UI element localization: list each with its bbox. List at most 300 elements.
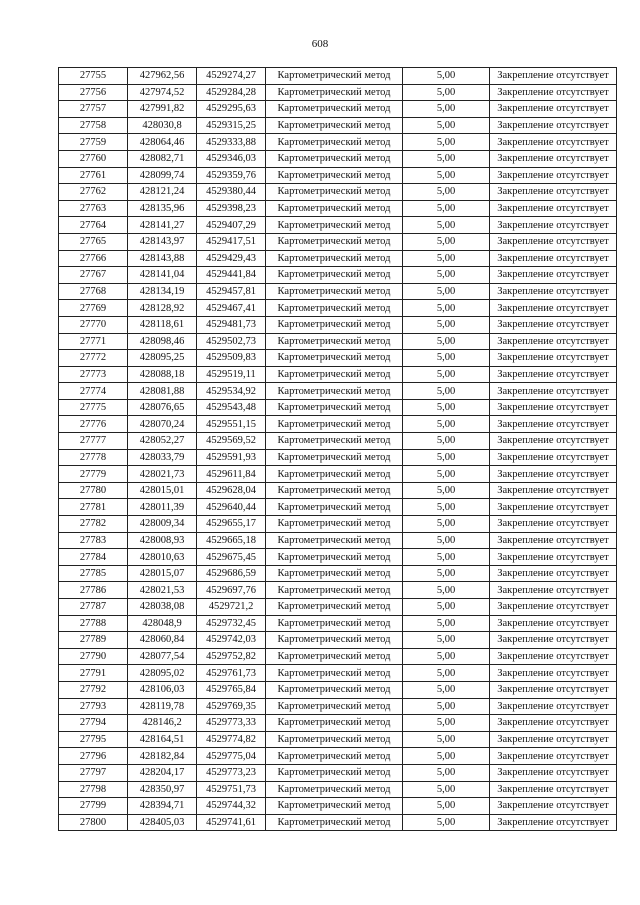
y-coordinate-cell: 4529481,73	[197, 316, 266, 333]
y-coordinate-cell: 4529628,04	[197, 482, 266, 499]
table-row	[59, 599, 617, 616]
point-number-cell: 27786	[59, 582, 128, 599]
y-coordinate-cell: 4529284,28	[197, 84, 266, 101]
fixing-cell: Закрепление отсутствует	[490, 681, 617, 698]
y-coordinate-cell: 4529611,84	[197, 466, 266, 483]
y-coordinate-cell: 4529441,84	[197, 267, 266, 284]
table-row	[59, 200, 617, 217]
method-cell: Картометрический метод	[266, 798, 403, 815]
method-cell: Картометрический метод	[266, 781, 403, 798]
y-coordinate-cell: 4529751,73	[197, 781, 266, 798]
method-cell: Картометрический метод	[266, 516, 403, 533]
table-row	[59, 167, 617, 184]
fixing-cell: Закрепление отсутствует	[490, 150, 617, 167]
table-row	[59, 648, 617, 665]
fixing-cell: Закрепление отсутствует	[490, 798, 617, 815]
fixing-cell: Закрепление отсутствует	[490, 599, 617, 616]
y-coordinate-cell: 4529457,81	[197, 283, 266, 300]
point-number-cell: 27792	[59, 681, 128, 698]
table-row	[59, 549, 617, 566]
x-coordinate-cell: 428118,61	[128, 316, 197, 333]
y-coordinate-cell: 4529429,43	[197, 250, 266, 267]
fixing-cell: Закрепление отсутствует	[490, 84, 617, 101]
point-number-cell: 27755	[59, 68, 128, 85]
fixing-cell: Закрепление отсутствует	[490, 68, 617, 85]
table-row	[59, 333, 617, 350]
accuracy-cell: 5,00	[403, 217, 490, 234]
method-cell: Картометрический метод	[266, 615, 403, 632]
method-cell: Картометрический метод	[266, 565, 403, 582]
accuracy-cell: 5,00	[403, 233, 490, 250]
fixing-cell: Закрепление отсутствует	[490, 250, 617, 267]
x-coordinate-cell: 428106,03	[128, 681, 197, 698]
method-cell: Картометрический метод	[266, 482, 403, 499]
x-coordinate-cell: 428141,04	[128, 267, 197, 284]
method-cell: Картометрический метод	[266, 416, 403, 433]
table-row	[59, 532, 617, 549]
accuracy-cell: 5,00	[403, 383, 490, 400]
table-row	[59, 632, 617, 649]
method-cell: Картометрический метод	[266, 632, 403, 649]
x-coordinate-cell: 428405,03	[128, 814, 197, 831]
y-coordinate-cell: 4529543,48	[197, 399, 266, 416]
accuracy-cell: 5,00	[403, 184, 490, 201]
fixing-cell: Закрепление отсутствует	[490, 665, 617, 682]
table-row	[59, 233, 617, 250]
table-row	[59, 814, 617, 831]
y-coordinate-cell: 4529346,03	[197, 150, 266, 167]
fixing-cell: Закрепление отсутствует	[490, 383, 617, 400]
table-row	[59, 416, 617, 433]
table-row	[59, 184, 617, 201]
table-row	[59, 466, 617, 483]
fixing-cell: Закрепление отсутствует	[490, 366, 617, 383]
fixing-cell: Закрепление отсутствует	[490, 134, 617, 151]
table-row	[59, 698, 617, 715]
table-row	[59, 283, 617, 300]
point-number-cell: 27761	[59, 167, 128, 184]
y-coordinate-cell: 4529761,73	[197, 665, 266, 682]
x-coordinate-cell: 427974,52	[128, 84, 197, 101]
x-coordinate-cell: 428021,73	[128, 466, 197, 483]
table-row	[59, 764, 617, 781]
method-cell: Картометрический метод	[266, 316, 403, 333]
x-coordinate-cell: 428033,79	[128, 449, 197, 466]
accuracy-cell: 5,00	[403, 200, 490, 217]
accuracy-cell: 5,00	[403, 532, 490, 549]
table-row	[59, 300, 617, 317]
fixing-cell: Закрепление отсутствует	[490, 333, 617, 350]
y-coordinate-cell: 4529741,61	[197, 814, 266, 831]
y-coordinate-cell: 4529752,82	[197, 648, 266, 665]
fixing-cell: Закрепление отсутствует	[490, 532, 617, 549]
y-coordinate-cell: 4529551,15	[197, 416, 266, 433]
coordinates-table	[58, 67, 617, 831]
accuracy-cell: 5,00	[403, 632, 490, 649]
fixing-cell: Закрепление отсутствует	[490, 184, 617, 201]
y-coordinate-cell: 4529675,45	[197, 549, 266, 566]
x-coordinate-cell: 428394,71	[128, 798, 197, 815]
accuracy-cell: 5,00	[403, 599, 490, 616]
y-coordinate-cell: 4529509,83	[197, 350, 266, 367]
x-coordinate-cell: 428099,74	[128, 167, 197, 184]
x-coordinate-cell: 428135,96	[128, 200, 197, 217]
fixing-cell: Закрепление отсутствует	[490, 781, 617, 798]
x-coordinate-cell: 428030,8	[128, 117, 197, 134]
accuracy-cell: 5,00	[403, 333, 490, 350]
x-coordinate-cell: 427962,56	[128, 68, 197, 85]
fixing-cell: Закрепление отсутствует	[490, 350, 617, 367]
y-coordinate-cell: 4529665,18	[197, 532, 266, 549]
y-coordinate-cell: 4529686,59	[197, 565, 266, 582]
accuracy-cell: 5,00	[403, 267, 490, 284]
accuracy-cell: 5,00	[403, 781, 490, 798]
method-cell: Картометрический метод	[266, 466, 403, 483]
y-coordinate-cell: 4529417,51	[197, 233, 266, 250]
accuracy-cell: 5,00	[403, 665, 490, 682]
accuracy-cell: 5,00	[403, 499, 490, 516]
point-number-cell: 27767	[59, 267, 128, 284]
y-coordinate-cell: 4529769,35	[197, 698, 266, 715]
point-number-cell: 27796	[59, 748, 128, 765]
fixing-cell: Закрепление отсутствует	[490, 200, 617, 217]
method-cell: Картометрический метод	[266, 814, 403, 831]
x-coordinate-cell: 428081,88	[128, 383, 197, 400]
table-row	[59, 399, 617, 416]
method-cell: Картометрический метод	[266, 449, 403, 466]
x-coordinate-cell: 428095,25	[128, 350, 197, 367]
method-cell: Картометрический метод	[266, 250, 403, 267]
y-coordinate-cell: 4529295,63	[197, 101, 266, 118]
method-cell: Картометрический метод	[266, 84, 403, 101]
y-coordinate-cell: 4529697,76	[197, 582, 266, 599]
table-row	[59, 449, 617, 466]
x-coordinate-cell: 428052,27	[128, 433, 197, 450]
x-coordinate-cell: 428009,34	[128, 516, 197, 533]
y-coordinate-cell: 4529359,76	[197, 167, 266, 184]
point-number-cell: 27798	[59, 781, 128, 798]
fixing-cell: Закрепление отсутствует	[490, 715, 617, 732]
accuracy-cell: 5,00	[403, 101, 490, 118]
accuracy-cell: 5,00	[403, 117, 490, 134]
accuracy-cell: 5,00	[403, 698, 490, 715]
method-cell: Картометрический метод	[266, 134, 403, 151]
y-coordinate-cell: 4529315,25	[197, 117, 266, 134]
method-cell: Картометрический метод	[266, 599, 403, 616]
x-coordinate-cell: 428164,51	[128, 731, 197, 748]
fixing-cell: Закрепление отсутствует	[490, 433, 617, 450]
point-number-cell: 27778	[59, 449, 128, 466]
fixing-cell: Закрепление отсутствует	[490, 698, 617, 715]
x-coordinate-cell: 428088,18	[128, 366, 197, 383]
x-coordinate-cell: 428015,01	[128, 482, 197, 499]
table-row	[59, 731, 617, 748]
x-coordinate-cell: 428134,19	[128, 283, 197, 300]
table-row	[59, 383, 617, 400]
x-coordinate-cell: 428146,2	[128, 715, 197, 732]
method-cell: Картометрический метод	[266, 582, 403, 599]
accuracy-cell: 5,00	[403, 748, 490, 765]
method-cell: Картометрический метод	[266, 117, 403, 134]
method-cell: Картометрический метод	[266, 233, 403, 250]
x-coordinate-cell: 428038,08	[128, 599, 197, 616]
y-coordinate-cell: 4529721,2	[197, 599, 266, 616]
x-coordinate-cell: 428143,97	[128, 233, 197, 250]
fixing-cell: Закрепление отсутствует	[490, 615, 617, 632]
method-cell: Картометрический метод	[266, 715, 403, 732]
fixing-cell: Закрепление отсутствует	[490, 731, 617, 748]
accuracy-cell: 5,00	[403, 134, 490, 151]
accuracy-cell: 5,00	[403, 250, 490, 267]
point-number-cell: 27776	[59, 416, 128, 433]
table-row	[59, 316, 617, 333]
point-number-cell: 27762	[59, 184, 128, 201]
method-cell: Картометрический метод	[266, 167, 403, 184]
table-row	[59, 781, 617, 798]
accuracy-cell: 5,00	[403, 814, 490, 831]
y-coordinate-cell: 4529732,45	[197, 615, 266, 632]
accuracy-cell: 5,00	[403, 283, 490, 300]
x-coordinate-cell: 428010,63	[128, 549, 197, 566]
x-coordinate-cell: 428015,07	[128, 565, 197, 582]
y-coordinate-cell: 4529775,04	[197, 748, 266, 765]
fixing-cell: Закрепление отсутствует	[490, 549, 617, 566]
method-cell: Картометрический метод	[266, 200, 403, 217]
fixing-cell: Закрепление отсутствует	[490, 764, 617, 781]
x-coordinate-cell: 428077,54	[128, 648, 197, 665]
y-coordinate-cell: 4529569,52	[197, 433, 266, 450]
point-number-cell: 27785	[59, 565, 128, 582]
page-number: 608	[311, 38, 329, 50]
y-coordinate-cell: 4529765,84	[197, 681, 266, 698]
table-row	[59, 798, 617, 815]
accuracy-cell: 5,00	[403, 798, 490, 815]
x-coordinate-cell: 428143,88	[128, 250, 197, 267]
table-row	[59, 117, 617, 134]
fixing-cell: Закрепление отсутствует	[490, 449, 617, 466]
x-coordinate-cell: 428182,84	[128, 748, 197, 765]
table-row	[59, 681, 617, 698]
accuracy-cell: 5,00	[403, 466, 490, 483]
accuracy-cell: 5,00	[403, 731, 490, 748]
point-number-cell: 27756	[59, 84, 128, 101]
point-number-cell: 27782	[59, 516, 128, 533]
accuracy-cell: 5,00	[403, 565, 490, 582]
table-row	[59, 516, 617, 533]
method-cell: Картометрический метод	[266, 764, 403, 781]
point-number-cell: 27800	[59, 814, 128, 831]
accuracy-cell: 5,00	[403, 68, 490, 85]
point-number-cell: 27763	[59, 200, 128, 217]
fixing-cell: Закрепление отсутствует	[490, 516, 617, 533]
y-coordinate-cell: 4529773,23	[197, 764, 266, 781]
y-coordinate-cell: 4529534,92	[197, 383, 266, 400]
fixing-cell: Закрепление отсутствует	[490, 167, 617, 184]
method-cell: Картометрический метод	[266, 698, 403, 715]
method-cell: Картометрический метод	[266, 681, 403, 698]
table-row	[59, 366, 617, 383]
point-number-cell: 27774	[59, 383, 128, 400]
x-coordinate-cell: 428350,97	[128, 781, 197, 798]
point-number-cell: 27773	[59, 366, 128, 383]
table-row	[59, 217, 617, 234]
y-coordinate-cell: 4529333,88	[197, 134, 266, 151]
fixing-cell: Закрепление отсутствует	[490, 399, 617, 416]
x-coordinate-cell: 428060,84	[128, 632, 197, 649]
accuracy-cell: 5,00	[403, 549, 490, 566]
y-coordinate-cell: 4529640,44	[197, 499, 266, 516]
y-coordinate-cell: 4529742,03	[197, 632, 266, 649]
method-cell: Картометрический метод	[266, 748, 403, 765]
accuracy-cell: 5,00	[403, 433, 490, 450]
method-cell: Картометрический метод	[266, 68, 403, 85]
table-row	[59, 748, 617, 765]
method-cell: Картометрический метод	[266, 665, 403, 682]
y-coordinate-cell: 4529274,27	[197, 68, 266, 85]
point-number-cell: 27768	[59, 283, 128, 300]
x-coordinate-cell: 428070,24	[128, 416, 197, 433]
point-number-cell: 27757	[59, 101, 128, 118]
table-row	[59, 565, 617, 582]
point-number-cell: 27790	[59, 648, 128, 665]
table-row	[59, 150, 617, 167]
point-number-cell: 27797	[59, 764, 128, 781]
y-coordinate-cell: 4529398,23	[197, 200, 266, 217]
point-number-cell: 27780	[59, 482, 128, 499]
accuracy-cell: 5,00	[403, 366, 490, 383]
fixing-cell: Закрепление отсутствует	[490, 565, 617, 582]
accuracy-cell: 5,00	[403, 482, 490, 499]
point-number-cell: 27793	[59, 698, 128, 715]
fixing-cell: Закрепление отсутствует	[490, 101, 617, 118]
method-cell: Картометрический метод	[266, 350, 403, 367]
method-cell: Картометрический метод	[266, 184, 403, 201]
x-coordinate-cell: 428095,02	[128, 665, 197, 682]
fixing-cell: Закрепление отсутствует	[490, 814, 617, 831]
point-number-cell: 27760	[59, 150, 128, 167]
table-row	[59, 615, 617, 632]
x-coordinate-cell: 428008,93	[128, 532, 197, 549]
method-cell: Картометрический метод	[266, 499, 403, 516]
point-number-cell: 27777	[59, 433, 128, 450]
point-number-cell: 27772	[59, 350, 128, 367]
method-cell: Картометрический метод	[266, 366, 403, 383]
x-coordinate-cell: 428021,53	[128, 582, 197, 599]
table-row	[59, 134, 617, 151]
accuracy-cell: 5,00	[403, 516, 490, 533]
point-number-cell: 27764	[59, 217, 128, 234]
method-cell: Картометрический метод	[266, 333, 403, 350]
point-number-cell: 27784	[59, 549, 128, 566]
fixing-cell: Закрепление отсутствует	[490, 267, 617, 284]
point-number-cell: 27788	[59, 615, 128, 632]
table-row	[59, 101, 617, 118]
fixing-cell: Закрепление отсутствует	[490, 499, 617, 516]
x-coordinate-cell: 428121,24	[128, 184, 197, 201]
fixing-cell: Закрепление отсутствует	[490, 632, 617, 649]
accuracy-cell: 5,00	[403, 416, 490, 433]
y-coordinate-cell: 4529407,29	[197, 217, 266, 234]
x-coordinate-cell: 428098,46	[128, 333, 197, 350]
table-row	[59, 350, 617, 367]
method-cell: Картометрический метод	[266, 267, 403, 284]
table-row	[59, 433, 617, 450]
method-cell: Картометрический метод	[266, 399, 403, 416]
x-coordinate-cell: 428204,17	[128, 764, 197, 781]
y-coordinate-cell: 4529380,44	[197, 184, 266, 201]
point-number-cell: 27791	[59, 665, 128, 682]
accuracy-cell: 5,00	[403, 615, 490, 632]
x-coordinate-cell: 428048,9	[128, 615, 197, 632]
x-coordinate-cell: 428082,71	[128, 150, 197, 167]
method-cell: Картометрический метод	[266, 150, 403, 167]
accuracy-cell: 5,00	[403, 84, 490, 101]
x-coordinate-cell: 428141,27	[128, 217, 197, 234]
point-number-cell: 27766	[59, 250, 128, 267]
point-number-cell: 27758	[59, 117, 128, 134]
point-number-cell: 27789	[59, 632, 128, 649]
accuracy-cell: 5,00	[403, 449, 490, 466]
table-row	[59, 250, 617, 267]
table-row	[59, 665, 617, 682]
method-cell: Картометрический метод	[266, 731, 403, 748]
fixing-cell: Закрепление отсутствует	[490, 582, 617, 599]
method-cell: Картометрический метод	[266, 433, 403, 450]
fixing-cell: Закрепление отсутствует	[490, 748, 617, 765]
y-coordinate-cell: 4529591,93	[197, 449, 266, 466]
accuracy-cell: 5,00	[403, 167, 490, 184]
fixing-cell: Закрепление отсутствует	[490, 316, 617, 333]
fixing-cell: Закрепление отсутствует	[490, 482, 617, 499]
y-coordinate-cell: 4529773,33	[197, 715, 266, 732]
y-coordinate-cell: 4529655,17	[197, 516, 266, 533]
table-row	[59, 499, 617, 516]
method-cell: Картометрический метод	[266, 532, 403, 549]
fixing-cell: Закрепление отсутствует	[490, 117, 617, 134]
x-coordinate-cell: 428076,65	[128, 399, 197, 416]
y-coordinate-cell: 4529744,32	[197, 798, 266, 815]
method-cell: Картометрический метод	[266, 101, 403, 118]
point-number-cell: 27769	[59, 300, 128, 317]
accuracy-cell: 5,00	[403, 715, 490, 732]
accuracy-cell: 5,00	[403, 300, 490, 317]
accuracy-cell: 5,00	[403, 582, 490, 599]
x-coordinate-cell: 428128,92	[128, 300, 197, 317]
method-cell: Картометрический метод	[266, 648, 403, 665]
point-number-cell: 27765	[59, 233, 128, 250]
table-body	[59, 68, 617, 831]
fixing-cell: Закрепление отсутствует	[490, 217, 617, 234]
point-number-cell: 27775	[59, 399, 128, 416]
point-number-cell: 27770	[59, 316, 128, 333]
point-number-cell: 27787	[59, 599, 128, 616]
method-cell: Картометрический метод	[266, 383, 403, 400]
fixing-cell: Закрепление отсутствует	[490, 283, 617, 300]
point-number-cell: 27795	[59, 731, 128, 748]
point-number-cell: 27799	[59, 798, 128, 815]
point-number-cell: 27759	[59, 134, 128, 151]
fixing-cell: Закрепление отсутствует	[490, 300, 617, 317]
point-number-cell: 27783	[59, 532, 128, 549]
y-coordinate-cell: 4529502,73	[197, 333, 266, 350]
table-row	[59, 68, 617, 85]
y-coordinate-cell: 4529774,82	[197, 731, 266, 748]
point-number-cell: 27781	[59, 499, 128, 516]
point-number-cell: 27794	[59, 715, 128, 732]
x-coordinate-cell: 428119,78	[128, 698, 197, 715]
x-coordinate-cell: 428011,39	[128, 499, 197, 516]
x-coordinate-cell: 428064,46	[128, 134, 197, 151]
